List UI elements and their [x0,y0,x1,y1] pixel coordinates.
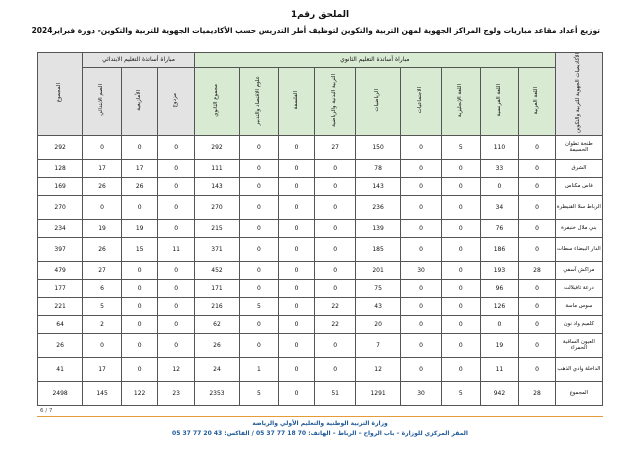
value-cell: 0 [158,261,195,279]
region-cell: طنجة تطوان الحسيمة [555,135,602,159]
region-cell: الشرق [555,159,602,177]
value-cell: 26 [194,333,239,357]
value-cell: 0 [121,195,158,219]
value-cell: 0 [278,261,315,279]
value-cell: 0 [121,315,158,333]
primary-column-header: مزدوج [158,67,195,135]
value-cell: 234 [38,219,83,237]
value-cell: 0 [278,177,315,195]
value-cell: 215 [194,219,239,237]
annex-title: الملحق رقم1 [290,10,350,20]
secondary-column-header: اللغة العربية [519,67,556,135]
value-cell: 0 [519,159,556,177]
region-cell: سوس ماسة [555,297,602,315]
secondary-column-header: التربية البدنية والرياضية [315,67,356,135]
value-cell: 0 [240,219,279,237]
value-cell: 64 [38,315,83,333]
region-cell: الرباط سلا القنيطرة [555,195,602,219]
value-cell: 0 [519,297,556,315]
value-cell: 0 [278,333,315,357]
value-cell: 0 [441,219,480,237]
value-cell: 0 [278,381,315,405]
value-cell: 0 [158,159,195,177]
value-cell: 139 [356,219,401,237]
value-cell: 0 [278,219,315,237]
value-cell: 0 [278,237,315,261]
value-cell: 0 [401,297,442,315]
value-cell: 201 [356,261,401,279]
value-cell: 270 [38,195,83,219]
value-cell: 78 [356,159,401,177]
value-cell: 12 [356,357,401,381]
value-cell: 0 [158,333,195,357]
value-cell: 122 [121,381,158,405]
value-cell: 0 [158,195,195,219]
value-cell: 0 [278,279,315,297]
value-cell: 43 [356,297,401,315]
value-cell: 0 [441,279,480,297]
value-cell: 0 [240,195,279,219]
value-cell: 24 [194,357,239,381]
value-cell: 26 [83,237,122,261]
value-cell: 0 [401,195,442,219]
value-cell: 0 [519,279,556,297]
value-cell: 0 [158,177,195,195]
seats-table [37,52,603,406]
value-cell: 177 [38,279,83,297]
value-cell: 2498 [38,381,83,405]
value-cell: 452 [194,261,239,279]
value-cell: 0 [315,159,356,177]
value-cell: 185 [356,237,401,261]
value-cell: 20 [356,315,401,333]
value-cell: 26 [83,177,122,195]
value-cell: 17 [83,357,122,381]
value-cell: 0 [278,159,315,177]
value-cell: 0 [121,333,158,357]
table-row [38,219,603,237]
value-cell: 169 [38,177,83,195]
value-cell: 7 [356,333,401,357]
value-cell: 5 [240,381,279,405]
value-cell: 0 [519,135,556,159]
value-cell: 0 [240,159,279,177]
value-cell: 145 [83,381,122,405]
value-cell: 23 [158,381,195,405]
value-cell: 0 [519,315,556,333]
page-title: توزيع أعداد مقاعد مباريات ولوج المراكز الجهوية لمهن التربية والتكوين لتوظيف أطر التدريس حسب الأكاديميات الجهوية للتربية والتكوين- دورة فبراير2024 [31,26,600,35]
value-cell: 0 [401,159,442,177]
footer-organization: وزارة التربية الوطنية والتعليم الأولي والرياضة [252,420,388,427]
region-cell: بني ملال خنيفرة [555,219,602,237]
table-row [38,297,603,315]
value-cell: 0 [158,297,195,315]
value-cell: 27 [83,261,122,279]
value-cell: 0 [121,297,158,315]
region-cell: درعة تافيلالت [555,279,602,297]
value-cell: 193 [480,261,519,279]
value-cell: 0 [315,333,356,357]
total-column-header: المجموع [38,53,83,136]
value-cell: 143 [194,177,239,195]
value-cell: 62 [194,315,239,333]
value-cell: 5 [441,381,480,405]
value-cell: 0 [315,219,356,237]
region-cell: فاس مكناس [555,177,602,195]
table-row [38,357,603,381]
value-cell: 111 [194,159,239,177]
value-cell: 143 [356,177,401,195]
secondary-column-header: اللغة الفرنسية [480,67,519,135]
value-cell: 11 [158,237,195,261]
value-cell: 0 [315,195,356,219]
secondary-column-header: اللغة الإنجليزية [441,67,480,135]
value-cell: 0 [83,135,122,159]
value-cell: 26 [38,333,83,357]
value-cell: 30 [401,261,442,279]
value-cell: 75 [356,279,401,297]
value-cell: 292 [38,135,83,159]
region-cell: العيون الساقية الحمراء [555,333,602,357]
value-cell: 19 [480,333,519,357]
value-cell: 186 [480,237,519,261]
value-cell: 26 [121,177,158,195]
value-cell: 0 [519,333,556,357]
value-cell: 27 [315,135,356,159]
value-cell: 0 [158,315,195,333]
region-cell: كلميم واد نون [555,315,602,333]
region-cell: الدار البيضاء سطات [555,237,602,261]
value-cell: 0 [315,357,356,381]
value-cell: 5 [83,297,122,315]
value-cell: 0 [480,177,519,195]
value-cell: 5 [441,135,480,159]
value-cell: 5 [240,297,279,315]
secondary-group-header: مباراة أساتذة التعليم الثانوي [194,53,555,68]
value-cell: 17 [121,159,158,177]
value-cell: 0 [158,279,195,297]
value-cell: 216 [194,297,239,315]
value-cell: 11 [480,357,519,381]
value-cell: 0 [278,135,315,159]
value-cell: 0 [441,297,480,315]
secondary-column-header: الرياضيات [356,67,401,135]
value-cell: 128 [38,159,83,177]
table-row [38,315,603,333]
value-cell: 0 [83,333,122,357]
value-cell: 0 [401,135,442,159]
value-cell: 22 [315,297,356,315]
value-cell: 2 [83,315,122,333]
value-cell: 479 [38,261,83,279]
region-cell: الداخلة وادي الذهب [555,357,602,381]
value-cell: 0 [121,279,158,297]
value-cell: 0 [121,261,158,279]
value-cell: 0 [519,177,556,195]
value-cell: 0 [401,177,442,195]
value-cell: 397 [38,237,83,261]
value-cell: 19 [83,219,122,237]
value-cell: 0 [441,333,480,357]
value-cell: 17 [83,159,122,177]
table-row [38,237,603,261]
value-cell: 0 [315,261,356,279]
value-cell: 0 [441,315,480,333]
value-cell: 0 [240,333,279,357]
value-cell: 0 [401,219,442,237]
value-cell: 28 [519,261,556,279]
value-cell: 0 [519,237,556,261]
value-cell: 2353 [194,381,239,405]
value-cell: 1 [240,357,279,381]
secondary-column-header: علوم الاقتصاد والتدبير [240,67,279,135]
value-cell: 0 [240,279,279,297]
value-cell: 0 [315,177,356,195]
value-cell: 0 [480,315,519,333]
value-cell: 0 [315,237,356,261]
value-cell: 0 [401,279,442,297]
value-cell: 126 [480,297,519,315]
value-cell: 110 [480,135,519,159]
value-cell: 0 [278,357,315,381]
value-cell: 0 [240,237,279,261]
value-cell: 0 [401,315,442,333]
value-cell: 0 [401,357,442,381]
value-cell: 0 [441,261,480,279]
value-cell: 0 [240,177,279,195]
value-cell: 270 [194,195,239,219]
value-cell: 0 [401,333,442,357]
value-cell: 0 [83,195,122,219]
value-cell: 0 [519,357,556,381]
value-cell: 236 [356,195,401,219]
value-cell: 0 [278,195,315,219]
value-cell: 221 [38,297,83,315]
value-cell: 19 [121,219,158,237]
value-cell: 0 [240,135,279,159]
table-row [38,177,603,195]
value-cell: 0 [519,219,556,237]
primary-column-header: الصم الابتدائي [83,67,122,135]
value-cell: 0 [240,315,279,333]
value-cell: 0 [441,177,480,195]
region-cell: المجموع [555,381,602,405]
region-column-header: الأكاديميات الجهوية للتربية والتكوين [555,53,602,136]
value-cell: 292 [194,135,239,159]
value-cell: 30 [401,381,442,405]
value-cell: 0 [441,237,480,261]
total-row [38,381,603,405]
value-cell: 150 [356,135,401,159]
value-cell: 6 [83,279,122,297]
value-cell: 171 [194,279,239,297]
value-cell: 942 [480,381,519,405]
footer-address: المقر المركزي للوزارة – باب الرواح – الرباط – الهاتف: 70 18 77 37 05 / الفاكس: 43 20 77 37 05 [172,430,468,437]
value-cell: 15 [121,237,158,261]
value-cell: 0 [121,357,158,381]
value-cell: 28 [519,381,556,405]
footer-divider [37,416,603,417]
value-cell: 1291 [356,381,401,405]
value-cell: 34 [480,195,519,219]
value-cell: 0 [121,135,158,159]
primary-group-header: مباراة أساتذة التعليم الابتدائي [83,53,195,68]
secondary-column-header: مجموع الثانوي [194,67,239,135]
secondary-column-header: الاجتماعيات [401,67,442,135]
value-cell: 41 [38,357,83,381]
value-cell: 12 [158,357,195,381]
value-cell: 0 [158,135,195,159]
value-cell: 51 [315,381,356,405]
value-cell: 0 [441,159,480,177]
value-cell: 96 [480,279,519,297]
value-cell: 0 [278,315,315,333]
table-row [38,279,603,297]
value-cell: 0 [441,195,480,219]
primary-column-header: الأمازيغية [121,67,158,135]
page-number: 6 / 7 [40,408,53,414]
value-cell: 0 [240,261,279,279]
value-cell: 0 [401,237,442,261]
table-row [38,135,603,159]
value-cell: 22 [315,315,356,333]
value-cell: 0 [315,279,356,297]
value-cell: 0 [519,195,556,219]
table-row [38,159,603,177]
table-row [38,333,603,357]
value-cell: 0 [278,297,315,315]
value-cell: 33 [480,159,519,177]
value-cell: 76 [480,219,519,237]
table-row [38,195,603,219]
value-cell: 371 [194,237,239,261]
value-cell: 0 [441,357,480,381]
table-row [38,261,603,279]
region-cell: مراكش آسفي [555,261,602,279]
value-cell: 0 [158,219,195,237]
secondary-column-header: الفلسفة [278,67,315,135]
